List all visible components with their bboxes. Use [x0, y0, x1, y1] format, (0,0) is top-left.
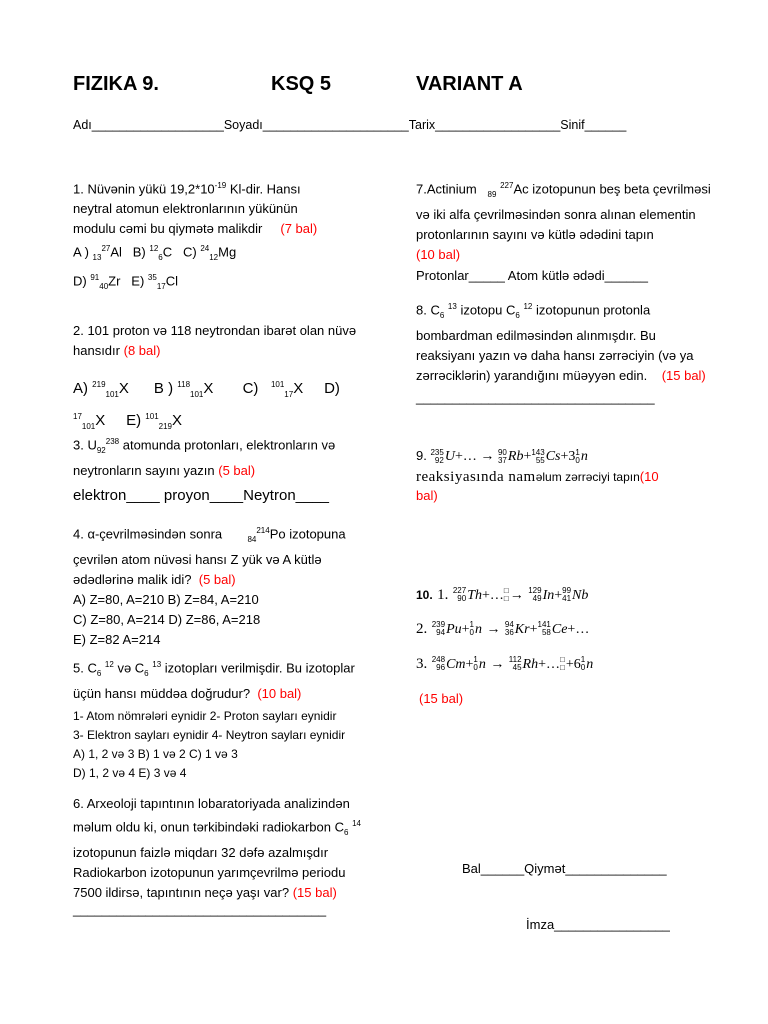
question-2: 2. 101 proton və 118 neytrondan ibarət olan nüvə hansıdır (8 bal): [73, 323, 357, 358]
question-3: 3. $U_{92}^{238}$ atomunda protonları, elektronların və neytronların sayını yazın (5 bal): [73, 437, 336, 478]
question-4: 4. α-çevrilməsindən sonra $_{84}^{214}$Po izotopuna çevrilən atom nüvəsi hansı Z yük və A kütlə ədədlərinə malik idi? (5 bal) A) Z=80, A=210 B) Z=84, A=210 C) Z=80, A=214 D) Z=86, A=218 E) Z=82 A=214: [73, 526, 346, 647]
question-6-answer-line[interactable]: ___________________________________: [73, 902, 327, 917]
question-5-statements: 1- Atom nömrələri eynidir 2- Proton sayları eynidir 3- Elektron sayları eynidir 4- Neytron sayları eynidir A) 1, 2 və 3 B) 1 və 2 C) 1 və 3 D) 1, 2 və 4 E) 3 və 4: [73, 709, 346, 780]
question-3-answer-line[interactable]: elektron____ proyon____Neytron____: [73, 487, 330, 504]
points-badge: (7 bal): [280, 221, 318, 237]
points-badge: (15 bal): [661, 367, 706, 383]
signature-field[interactable]: İmza________________: [526, 917, 670, 932]
points-badge: (10 bal): [416, 246, 461, 262]
points-badge: (8 bal): [123, 343, 161, 358]
question-8-answer-line[interactable]: _________________________________: [416, 390, 655, 405]
question-7: 7.Actinium $_{89}$ $^{227}$Ac izotopunun beş beta çevrilməsi və iki alfa çevrilməsindən sonra alınan elementin protonlarının sayını və kütlə ədədini tapın (10 bal): [416, 176, 726, 265]
question-1: 1. Nüvənin yükü $19,2*10^{-19}$ Kl-dir. Hansı neytral atomun elektronlarının yükünün modulu cəmi bu qiymətə malikdir (7 bal) A ) $_{13}^{27}$Al B) $^{12}_6$C C) $^{24}_{12}$Mg D) $^{91}_{40}$Zr E) $^{35}_{17}$Cl: [73, 176, 383, 297]
variant-title: VARIANT A: [416, 73, 523, 95]
question-6: 6. Arxeoloji tapıntının lobaratoriyada analizindən məlum oldu ki, onun tərkibindəki radiokarbon $C_6$ $^{14}$ izotopunun faizlə miqdarı 32 dəfə azalmışdır Radiokarbon izotopunun yarımçevrilmə periodu 7500 ildirsə, tapıntının neçə yaşı var? (15 bal): [73, 796, 361, 900]
answer-options: A ) $_{13}^{27}$Al B) $^{12}_6$C C) $^{24}_{12}$Mg: [73, 244, 237, 263]
points-badge: (10 bal): [257, 685, 302, 701]
test-title: KSQ 5: [271, 73, 332, 95]
subject-title: FIZIKA 9.: [73, 73, 159, 95]
question-2-options: A) $^{219}_{101}$X B ) $^{118}_{101}$X C) $^{101}_{17}$X D) $^{17}_{101}$X E) $^{101}_{219}$X: [73, 380, 340, 431]
question-10: 10. 1. 227 90 Th+… □ □ → 129 49 In+ 99 41 Nb 2. 239 94 Pu+ 1 0 n → 94 36 Kr+ 141 58 Ce+… 3. 248 96 Cm+ 1 0 n → 112 45 Rh+… □ □ +6 1 0 n (15 bal): [416, 586, 736, 709]
points-badge: (5 bal): [198, 571, 236, 587]
question-9: 9. 235 92 U+… → 90 37 Rb+ 143 55 Cs+3 1 0 n reaksiyasında naməlum zərrəciyi tapın(10 bal): [416, 448, 736, 505]
question-9-equation: 9. 235 92 U+… → 90 37 Rb+ 143 55 Cs+3 1 0 n: [416, 447, 588, 465]
points-badge: (5 bal): [218, 462, 256, 478]
points-badge: (15 bal): [292, 884, 337, 900]
student-info-fields[interactable]: Adı___________________Soyadı_____________________Tarix__________________Sinif______: [73, 118, 627, 132]
question-7-answer-line[interactable]: Protonlar_____ Atom kütlə ədədi______: [416, 268, 649, 283]
grade-field[interactable]: Bal______Qiymət______________: [462, 861, 667, 876]
question-5: 5. $C_6$ $^{12}$ və $C_6$ $^{13}$ izotopları verilmişdir. Bu izotoplar üçün hansı müddəa doğrudur? (10 bal): [73, 660, 355, 701]
points-badge: (15 bal): [419, 691, 464, 706]
question-8: 8. $C_6$ $^{13}$ izotopu $C_6$ $^{12}$ izotopunun protonla bombardman edilməsindən alınmışdır. Bu reaksiyanı yazın və daha hansı zərrəciyin (və ya zərrəciklərin) yarandığını müəyyən edin. (15 bal): [416, 302, 706, 383]
points-badge: (10: [639, 469, 659, 484]
